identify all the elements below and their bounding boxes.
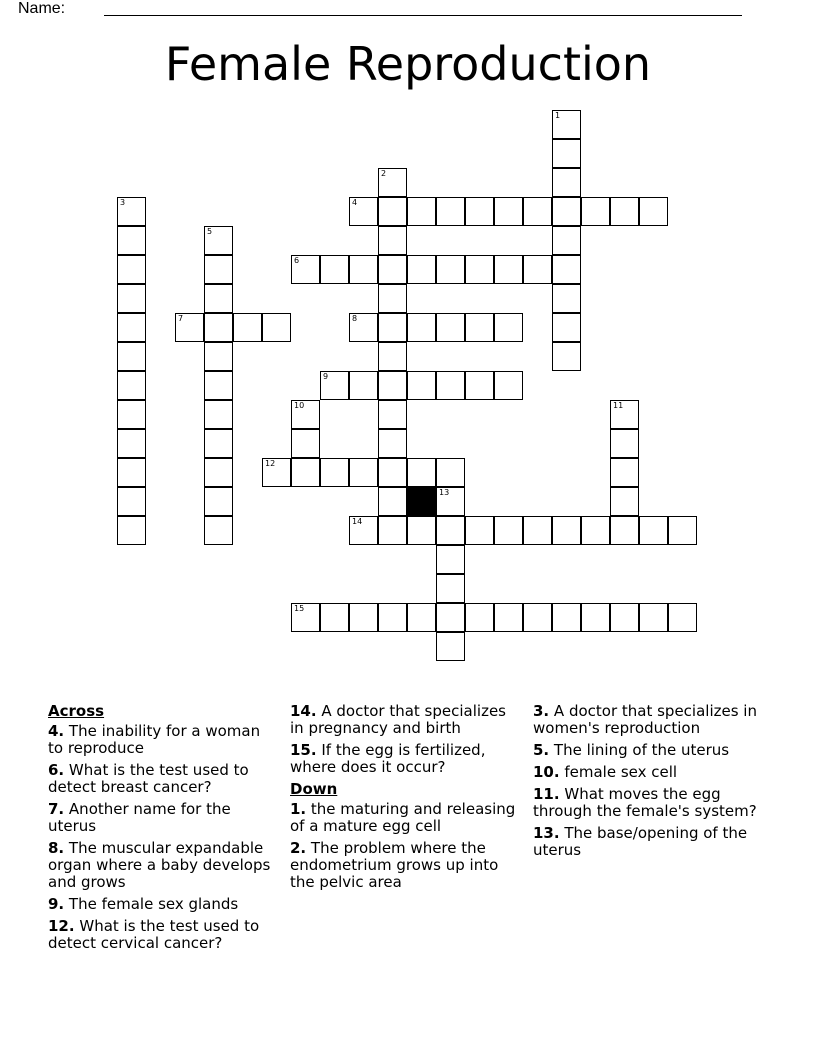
crossword-cell[interactable] bbox=[117, 429, 146, 458]
crossword-cell[interactable] bbox=[436, 632, 465, 661]
clue-down-10 bbox=[533, 764, 773, 781]
clue-number: 1. bbox=[290, 800, 307, 818]
crossword-cell[interactable] bbox=[320, 255, 349, 284]
clue-across-9 bbox=[48, 896, 278, 913]
crossword-cell[interactable] bbox=[117, 342, 146, 371]
crossword-cell[interactable] bbox=[204, 313, 233, 342]
crossword-cell[interactable] bbox=[581, 516, 610, 545]
crossword-cell[interactable] bbox=[552, 168, 581, 197]
crossword-cell[interactable] bbox=[204, 400, 233, 429]
cell-number: 13 bbox=[439, 488, 450, 497]
crossword-cell[interactable] bbox=[204, 226, 233, 255]
crossword-cell[interactable] bbox=[349, 458, 378, 487]
crossword-cell[interactable] bbox=[378, 313, 407, 342]
crossword-cell[interactable] bbox=[117, 400, 146, 429]
crossword-cell[interactable] bbox=[378, 226, 407, 255]
black-cell bbox=[407, 487, 436, 516]
crossword-cell[interactable] bbox=[378, 284, 407, 313]
crossword-cell[interactable] bbox=[494, 255, 523, 284]
crossword-cell[interactable] bbox=[494, 603, 523, 632]
crossword-cell[interactable] bbox=[349, 197, 378, 226]
crossword-cell[interactable] bbox=[378, 255, 407, 284]
crossword-cell[interactable] bbox=[117, 197, 146, 226]
crossword-cell[interactable] bbox=[610, 197, 639, 226]
crossword-cell[interactable] bbox=[436, 516, 465, 545]
clue-across-4 bbox=[48, 723, 278, 757]
cell-number: 11 bbox=[613, 401, 624, 410]
crossword-cell[interactable] bbox=[204, 284, 233, 313]
cell-number: 1 bbox=[555, 111, 561, 120]
crossword-cell[interactable] bbox=[378, 603, 407, 632]
crossword-cell[interactable] bbox=[436, 313, 465, 342]
crossword-cell[interactable] bbox=[378, 342, 407, 371]
crossword-cell[interactable] bbox=[436, 574, 465, 603]
crossword-cell[interactable] bbox=[204, 429, 233, 458]
crossword-cell[interactable] bbox=[204, 342, 233, 371]
crossword-cell[interactable] bbox=[378, 458, 407, 487]
clue-number: 3. bbox=[533, 702, 550, 720]
crossword-cell[interactable] bbox=[349, 371, 378, 400]
crossword-cell[interactable] bbox=[552, 110, 581, 139]
cell-number: 6 bbox=[294, 256, 300, 265]
cell-number: 5 bbox=[207, 227, 213, 236]
crossword-cell[interactable] bbox=[349, 255, 378, 284]
crossword-cell[interactable] bbox=[320, 371, 349, 400]
crossword-cell[interactable] bbox=[639, 197, 668, 226]
crossword-cell[interactable] bbox=[610, 516, 639, 545]
crossword-cell[interactable] bbox=[436, 255, 465, 284]
crossword-cell[interactable] bbox=[436, 487, 465, 516]
crossword-cell[interactable] bbox=[378, 197, 407, 226]
crossword-cell[interactable] bbox=[610, 400, 639, 429]
crossword-cell[interactable] bbox=[407, 371, 436, 400]
clue-number: 12. bbox=[48, 917, 75, 935]
crossword-cell[interactable] bbox=[436, 545, 465, 574]
crossword-cell[interactable] bbox=[262, 458, 291, 487]
across-heading: Across bbox=[48, 702, 105, 720]
crossword-cell[interactable] bbox=[349, 313, 378, 342]
crossword-cell[interactable] bbox=[204, 487, 233, 516]
clue-number: 9. bbox=[48, 895, 65, 913]
crossword-cell[interactable] bbox=[117, 487, 146, 516]
crossword-cell[interactable] bbox=[204, 516, 233, 545]
clue-column-1 bbox=[48, 703, 278, 957]
clue-down-2 bbox=[290, 840, 522, 891]
clue-across-15 bbox=[290, 742, 522, 776]
crossword-cell[interactable] bbox=[610, 487, 639, 516]
crossword-cell[interactable] bbox=[523, 197, 552, 226]
crossword-cell[interactable] bbox=[523, 516, 552, 545]
crossword-cell[interactable] bbox=[465, 197, 494, 226]
clue-down-1 bbox=[290, 801, 522, 835]
crossword-cell[interactable] bbox=[668, 516, 697, 545]
clue-number: 10. bbox=[533, 763, 560, 781]
clue-text: What is the test used to detect cervical cancer? bbox=[48, 917, 260, 952]
cell-number: 3 bbox=[120, 198, 126, 207]
crossword-cell[interactable] bbox=[552, 342, 581, 371]
clue-across-14 bbox=[290, 703, 522, 737]
crossword-cell[interactable] bbox=[552, 197, 581, 226]
clue-across-6 bbox=[48, 762, 278, 796]
crossword-cell[interactable] bbox=[291, 429, 320, 458]
crossword-cell[interactable] bbox=[291, 255, 320, 284]
crossword-cell[interactable] bbox=[610, 458, 639, 487]
crossword-cell[interactable] bbox=[407, 603, 436, 632]
cell-number: 9 bbox=[323, 372, 329, 381]
clue-number: 14. bbox=[290, 702, 317, 720]
crossword-cell[interactable] bbox=[117, 226, 146, 255]
crossword-cell[interactable] bbox=[233, 313, 262, 342]
crossword-cell[interactable] bbox=[668, 603, 697, 632]
crossword-cell[interactable] bbox=[552, 226, 581, 255]
crossword-cell[interactable] bbox=[465, 255, 494, 284]
clue-text: Another name for the uterus bbox=[48, 800, 231, 835]
crossword-cell[interactable] bbox=[204, 371, 233, 400]
clue-across-12 bbox=[48, 918, 278, 952]
crossword-cell[interactable] bbox=[407, 458, 436, 487]
crossword-cell[interactable] bbox=[552, 284, 581, 313]
cell-number: 15 bbox=[294, 604, 305, 613]
crossword-cell[interactable] bbox=[117, 516, 146, 545]
clue-across-7 bbox=[48, 801, 278, 835]
down-heading: Down bbox=[290, 780, 338, 798]
crossword-cell[interactable] bbox=[494, 313, 523, 342]
crossword-cell[interactable] bbox=[610, 603, 639, 632]
crossword-cell[interactable] bbox=[204, 255, 233, 284]
clue-text: A doctor that specializes in pregnancy and birth bbox=[290, 702, 506, 737]
crossword-cell[interactable] bbox=[378, 168, 407, 197]
crossword-cell[interactable] bbox=[378, 429, 407, 458]
crossword-cell[interactable] bbox=[407, 255, 436, 284]
cell-number: 7 bbox=[178, 314, 184, 323]
crossword-cell[interactable] bbox=[581, 603, 610, 632]
cell-number: 8 bbox=[352, 314, 358, 323]
crossword-cell[interactable] bbox=[204, 458, 233, 487]
crossword-cell[interactable] bbox=[291, 400, 320, 429]
cell-number: 14 bbox=[352, 517, 363, 526]
clue-number: 6. bbox=[48, 761, 65, 779]
clue-text: The female sex glands bbox=[68, 895, 239, 913]
crossword-cell[interactable] bbox=[465, 603, 494, 632]
cell-number: 10 bbox=[294, 401, 305, 410]
crossword-cell[interactable] bbox=[378, 487, 407, 516]
crossword-cell[interactable] bbox=[552, 139, 581, 168]
clue-across-8 bbox=[48, 840, 278, 891]
clue-column-2 bbox=[290, 703, 522, 896]
clue-text: the maturing and releasing of a mature egg cell bbox=[290, 800, 516, 835]
crossword-cell[interactable] bbox=[320, 603, 349, 632]
cell-number: 4 bbox=[352, 198, 358, 207]
clue-down-5 bbox=[533, 742, 773, 759]
clue-number: 11. bbox=[533, 785, 560, 803]
crossword-cell[interactable] bbox=[639, 516, 668, 545]
crossword-cell[interactable] bbox=[639, 603, 668, 632]
cell-number: 12 bbox=[265, 459, 276, 468]
clue-text: What moves the egg through the female's system? bbox=[533, 785, 757, 820]
crossword-cell[interactable] bbox=[349, 603, 378, 632]
crossword-cell[interactable] bbox=[349, 516, 378, 545]
crossword-cell[interactable] bbox=[117, 371, 146, 400]
crossword-cell[interactable] bbox=[378, 516, 407, 545]
clue-number: 8. bbox=[48, 839, 65, 857]
clue-number: 4. bbox=[48, 722, 65, 740]
crossword-cell[interactable] bbox=[581, 197, 610, 226]
crossword-cell[interactable] bbox=[117, 284, 146, 313]
crossword-cell[interactable] bbox=[552, 313, 581, 342]
crossword-cell[interactable] bbox=[320, 458, 349, 487]
crossword-cell[interactable] bbox=[436, 603, 465, 632]
crossword-cell[interactable] bbox=[117, 458, 146, 487]
crossword-cell[interactable] bbox=[465, 371, 494, 400]
clue-number: 5. bbox=[533, 741, 550, 759]
crossword-cell[interactable] bbox=[494, 371, 523, 400]
crossword-cell[interactable] bbox=[291, 458, 320, 487]
crossword-cell[interactable] bbox=[552, 603, 581, 632]
clue-text: What is the test used to detect breast cancer? bbox=[48, 761, 249, 796]
crossword-cell[interactable] bbox=[378, 371, 407, 400]
crossword-cell[interactable] bbox=[378, 400, 407, 429]
crossword-cell[interactable] bbox=[436, 197, 465, 226]
clue-text: If the egg is fertilized, where does it occur? bbox=[290, 741, 486, 776]
clue-text: The base/opening of the uterus bbox=[533, 824, 748, 859]
crossword-cell[interactable] bbox=[552, 255, 581, 284]
crossword-cell[interactable] bbox=[291, 603, 320, 632]
crossword-cell[interactable] bbox=[436, 458, 465, 487]
cell-number: 2 bbox=[381, 169, 387, 178]
crossword-cell[interactable] bbox=[436, 371, 465, 400]
crossword-cell[interactable] bbox=[262, 313, 291, 342]
crossword-cell[interactable] bbox=[523, 255, 552, 284]
crossword-cell[interactable] bbox=[465, 313, 494, 342]
clue-text: The inability for a woman to reproduce bbox=[48, 722, 261, 757]
crossword-cell[interactable] bbox=[494, 516, 523, 545]
clue-number: 2. bbox=[290, 839, 307, 857]
crossword-cell[interactable] bbox=[523, 603, 552, 632]
crossword-cell[interactable] bbox=[175, 313, 204, 342]
clue-number: 15. bbox=[290, 741, 317, 759]
crossword-cell[interactable] bbox=[407, 516, 436, 545]
crossword-cell[interactable] bbox=[465, 516, 494, 545]
clue-text: The muscular expandable organ where a baby develops and grows bbox=[48, 839, 271, 891]
clue-text: The lining of the uterus bbox=[553, 741, 730, 759]
crossword-cell[interactable] bbox=[494, 197, 523, 226]
crossword-cell[interactable] bbox=[117, 255, 146, 284]
crossword-cell[interactable] bbox=[610, 429, 639, 458]
name-label: Name: bbox=[18, 0, 66, 17]
clue-down-3 bbox=[533, 703, 773, 737]
clue-column-3 bbox=[533, 703, 773, 864]
clue-down-13 bbox=[533, 825, 773, 859]
clue-number: 7. bbox=[48, 800, 65, 818]
clue-text: A doctor that specializes in women's reproduction bbox=[533, 702, 757, 737]
clue-text: The problem where the endometrium grows up into the pelvic area bbox=[290, 839, 499, 891]
clue-text: female sex cell bbox=[564, 763, 678, 781]
page-title: Female Reproduction bbox=[164, 37, 652, 91]
crossword-cell[interactable] bbox=[407, 313, 436, 342]
crossword-cell[interactable] bbox=[117, 313, 146, 342]
clue-number: 13. bbox=[533, 824, 560, 842]
crossword-cell[interactable] bbox=[552, 516, 581, 545]
clue-down-11 bbox=[533, 786, 773, 820]
crossword-cell[interactable] bbox=[407, 197, 436, 226]
